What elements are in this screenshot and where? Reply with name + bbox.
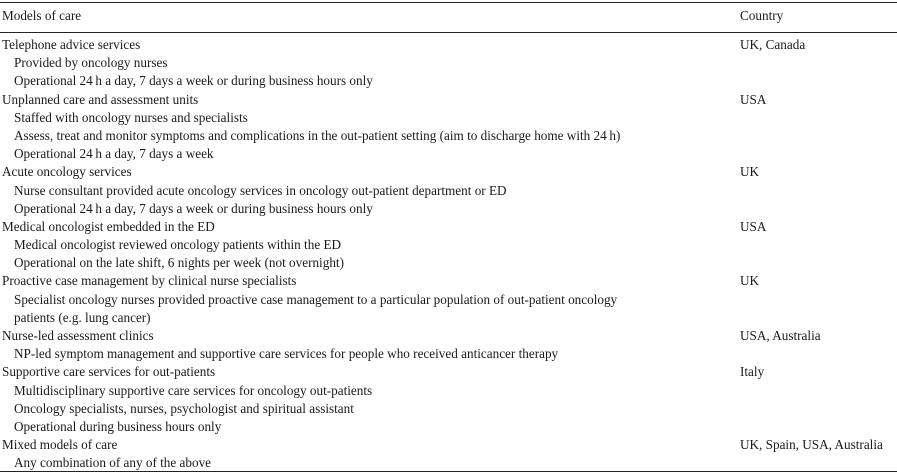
model-detail: Specialist oncology nurses provided proactive case management to a particular population of out-patient oncology [14, 291, 618, 307]
model-detail: Operational 24 h a day, 7 days a week or during business hours only [14, 200, 373, 216]
table-row [0, 218, 897, 273]
table-row [0, 436, 897, 472]
model-detail: Operational 24 h a day, 7 days a week [14, 146, 214, 162]
model-title: Unplanned care and assessment units [2, 91, 199, 107]
table-row [0, 363, 897, 436]
model-detail: NP-led symptom management and supportive care services for people who received anticancer therapy [14, 346, 559, 362]
header-models-of-care: Models of care [2, 8, 82, 23]
model-detail: Assess, treat and monitor symptoms and complications in the out-patient setting (aim to discharge home with 24 h) [14, 127, 621, 143]
model-country: Italy [740, 364, 765, 380]
model-country: UK [740, 273, 760, 289]
model-country: USA [740, 91, 767, 107]
model-detail: Nurse consultant provided acute oncology services in oncology out-patient department or ED [14, 182, 507, 198]
model-detail: patients (e.g. lung cancer) [14, 309, 151, 325]
model-detail: Operational 24 h a day, 7 days a week or during business hours only [14, 73, 373, 89]
model-detail: Oncology specialists, nurses, psychologist and spiritual assistant [14, 400, 354, 416]
model-title: Telephone advice services [2, 37, 141, 52]
model-title: Proactive case management by clinical nurse specialists [2, 273, 297, 289]
model-detail: Medical oncologist reviewed oncology patients within the ED [14, 237, 342, 253]
model-title: Nurse-led assessment clinics [2, 328, 154, 343]
table-bottom-rule [0, 471, 897, 472]
model-country: USA, Australia [740, 328, 821, 343]
table-header-row [0, 8, 897, 26]
header-country: Country [740, 8, 784, 23]
model-detail: Operational on the late shift, 6 nights per week (not overnight) [14, 255, 344, 271]
table-top-rule [0, 2, 897, 3]
model-country: USA [740, 218, 767, 234]
table-row [0, 163, 897, 218]
model-title: Medical oncologist embedded in the ED [2, 218, 215, 234]
model-detail: Staffed with oncology nurses and specialists [14, 109, 248, 125]
model-detail: Any combination of any of the above [14, 455, 212, 471]
model-country: UK [740, 164, 760, 180]
model-detail: Multidisciplinary supportive care services for oncology out-patients [14, 382, 373, 398]
model-country: UK, Canada [740, 37, 806, 52]
table-row [0, 91, 897, 164]
model-detail: Operational during business hours only [14, 418, 222, 434]
table-row [0, 36, 897, 91]
table-row [0, 272, 897, 327]
model-country: UK, Spain, USA, Australia [740, 437, 883, 453]
model-title: Acute oncology services [2, 164, 132, 180]
model-title: Mixed models of care [2, 437, 118, 453]
model-title: Supportive care services for out-patients [2, 364, 216, 380]
table-row [0, 327, 897, 363]
table-header-rule [0, 32, 897, 33]
table-body [0, 36, 897, 473]
model-detail: Provided by oncology nurses [14, 55, 168, 71]
